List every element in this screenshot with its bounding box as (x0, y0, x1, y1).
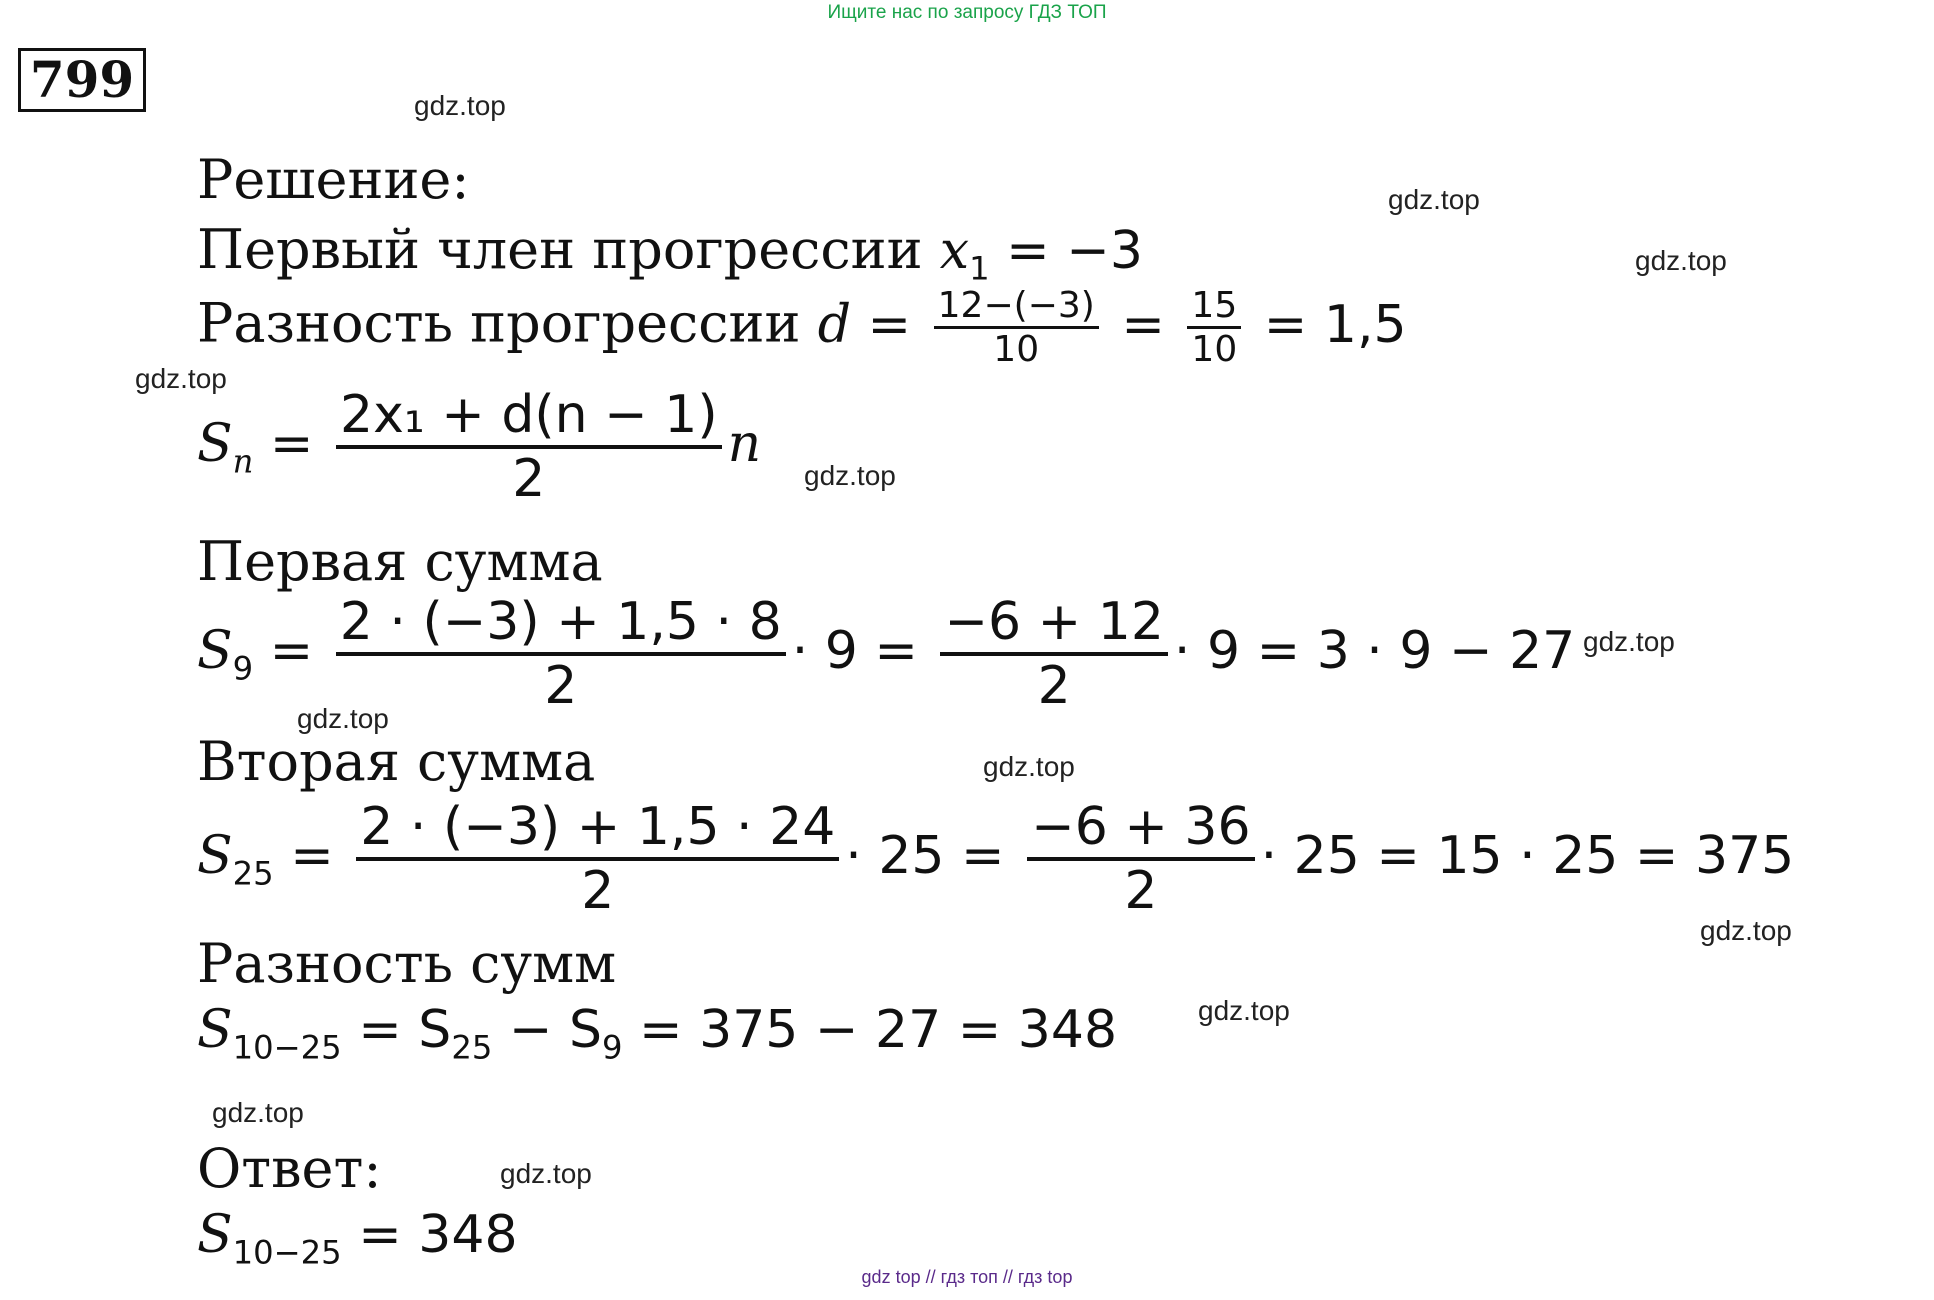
heading-answer: Ответ: (197, 1137, 382, 1200)
heading-second-sum: Вторая сумма (197, 730, 596, 793)
watermark: gdz.top (1583, 626, 1675, 657)
d-fraction-2: $\frac{15}{10}$ (1187, 285, 1241, 370)
s25-fraction-1: $\frac{2 \cdot (-3) + 1,5 \cdot 24}{2}$ (356, 797, 839, 921)
heading-sums-difference: Разность сумм (197, 932, 617, 995)
watermark: gdz.top (500, 1158, 592, 1189)
watermark: gdz.top (297, 703, 389, 734)
top-banner: Ищите нас по запросу ГДЗ ТОП (827, 2, 1107, 23)
watermark: gdz.top (135, 363, 227, 394)
s9-formula: $S_9$ = $\frac{2 \cdot (-3) + 1,5 \cdot 8}{2}$ · 9 = $\frac{-6 + 12}{2}$ · 9 = 3 · 9 − 27 (197, 592, 1576, 716)
watermark: gdz.top (983, 751, 1075, 782)
d-expression: d = $\frac{12-(-3)}{10}$ = $\frac{15}{10}$ = 1,5 (817, 285, 1407, 370)
watermark: gdz.top (804, 460, 896, 491)
s9-fraction-2: $\frac{-6 + 12}{2}$ (940, 592, 1167, 716)
watermark: gdz.top (212, 1097, 304, 1128)
d-fraction-1: $\frac{12-(-3)}{10}$ (934, 285, 1099, 370)
first-term-line (197, 218, 1143, 287)
difference-label: Разность прогрессии (197, 291, 801, 355)
sn-formula: $S_n$ = $\frac{\text{2x₁ + d(n − 1)}}{2}$ n (197, 385, 762, 509)
s25-fraction-2: $\frac{-6 + 36}{2}$ (1027, 797, 1254, 921)
difference-line (197, 285, 1407, 370)
footer-links[interactable]: gdz top // гдз топ // гдз top (861, 1267, 1073, 1287)
task-number-box: 799 (18, 48, 146, 112)
watermark: gdz.top (1700, 915, 1792, 946)
s25-formula: $S_{25}$ = $\frac{2 \cdot (-3) + 1,5 \cdot 24}{2}$ · 25 = $\frac{-6 + 36}{2}$ · 25 = 15 · 25 = 375 (197, 797, 1795, 921)
watermark: gdz.top (1388, 184, 1480, 215)
difference-formula: $S_{10-25} = S_{25} - S_9 = 375 - 27 = 348$ (197, 1000, 1118, 1067)
heading-first-sum: Первая сумма (197, 530, 603, 593)
watermark: gdz.top (1198, 995, 1290, 1026)
watermark: gdz.top (414, 90, 506, 121)
heading-solution: Решение: (197, 148, 470, 211)
watermark: gdz.top (1635, 245, 1727, 276)
answer-formula: $S_{10-25} = 348$ (197, 1205, 518, 1272)
sn-fraction: $\frac{\text{2x₁ + d(n − 1)}}{2}$ (336, 385, 722, 509)
x1-expression: $x_1 = -3$ (939, 221, 1143, 288)
s9-fraction-1: $\frac{2 \cdot (-3) + 1,5 \cdot 8}{2}$ (336, 592, 786, 716)
first-term-label: Первый член прогрессии (197, 218, 923, 281)
